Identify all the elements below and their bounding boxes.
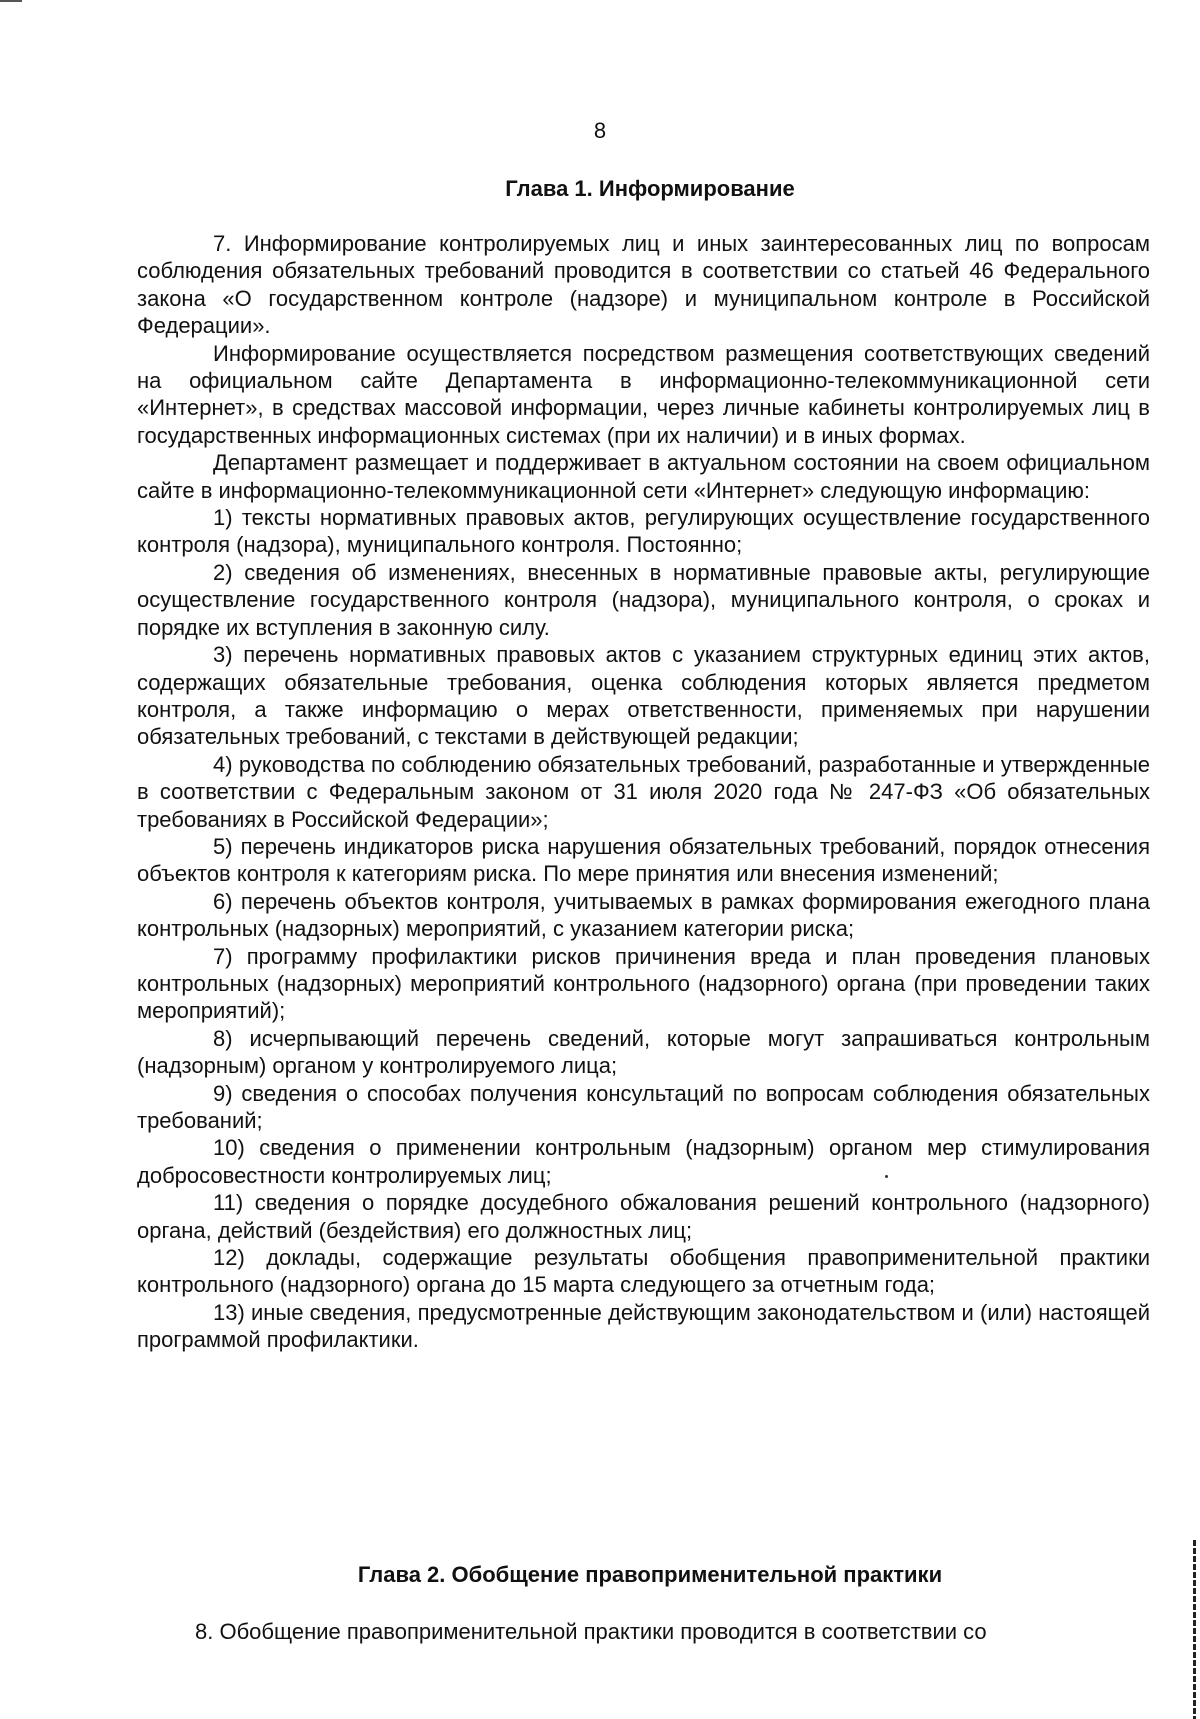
scan-artifact: [0, 0, 22, 2]
list-item: 12) доклады, содержащие результаты обобщения правоприменительной практики контрольного (надзорного) органа до 15 марта следующего за отчетным года;: [137, 1245, 1150, 1298]
list-item: 13) иные сведения, предусмотренные действующим законодательством и (или) настоящей программой профилактики.: [137, 1299, 1150, 1353]
page-number: 8: [593, 118, 607, 143]
list-item: 9) сведения о способах получения консультаций по вопросам соблюдения обязательных требований;: [137, 1080, 1150, 1133]
list-item: 1) тексты нормативных правовых актов, регулирующих осуществление государственного контроля (надзора), муниципального контроля. Постоянно;: [137, 505, 1150, 558]
list-item: 7) программу профилактики рисков причинения вреда и план проведения плановых контрольных (надзорных) мероприятий контрольного (надзорного) органа (при проведении таких мероприятий);: [137, 943, 1150, 1024]
chapter-1-body: [137, 230, 1150, 1354]
scan-artifact: [1193, 1540, 1196, 1719]
list-item: 2) сведения об изменениях, внесенных в нормативные правовые акты, регулирующие осуществление государственного контроля (надзора), муниципального контроля, о сроках и порядке их вступления в законную силу.: [137, 559, 1150, 640]
paragraph: Департамент размещает и поддерживает в актуальном состоянии на своем официальном сайте в информационно-телекоммуникационной сети «Интернет» следующую информацию:: [137, 450, 1150, 503]
paragraph: Информирование осуществляется посредством размещения соответствующих сведений на официальном сайте Департамента в информационно-телекоммуникационной сети «Интернет», в средствах массовой информации, через личные кабинеты контролируемых лиц в государственных информационных системах (при их наличии) и в иных формах.: [137, 340, 1150, 448]
list-item: 4) руководства по соблюдению обязательных требований, разработанные и утвержденные в соответствии с Федеральным законом от 31 июля 2020 года № 247-ФЗ «Об обязательных требованиях в Российской Федерации»;: [137, 751, 1150, 832]
paragraph: 8. Обобщение правоприменительной практики проводится в соответствии со: [195, 1619, 987, 1644]
list-item: 6) перечень объектов контроля, учитываемых в рамках формирования ежегодного плана контрольных (надзорных) мероприятий, с указанием категории риска;: [137, 888, 1150, 942]
list-item: 11) сведения о порядке досудебного обжалования решений контрольного (надзорного) органа, действий (бездействия) его должностных лиц;: [137, 1190, 1150, 1243]
list-item: 10) сведения о применении контрольным (надзорным) органом мер стимулирования добросовестности контролируемых лиц;: [137, 1135, 1150, 1188]
chapter-1-title: Глава 1. Информирование: [505, 176, 795, 201]
list-item: 5) перечень индикаторов риска нарушения обязательных требований, порядок отнесения объектов контроля к категориям риска. По мере принятия или внесения изменений;: [137, 833, 1150, 887]
list-item: 8) исчерпывающий перечень сведений, которые могут запрашиваться контрольным (надзорным) органом у контролируемого лица;: [137, 1025, 1150, 1079]
chapter-2-body: [137, 1618, 1150, 1645]
chapter-2-title: Глава 2. Обобщение правоприменительной практики: [357, 1562, 943, 1587]
scan-artifact: [885, 1175, 888, 1178]
paragraph: 7. Информирование контролируемых лиц и иных заинтересованных лиц по вопросам соблюдения обязательных требований проводится в соответствии со статьей 46 Федерального закона «О государственном контроле (надзоре) и муниципальном контроле в Российской Федерации».: [137, 231, 1150, 339]
list-item: 3) перечень нормативных правовых актов с указанием структурных единиц этих актов, содержащих обязательные требования, оценка соблюдения которых является предметом контроля, а также информацию о мерах ответственности, применяемых при нарушении обязательных требований, с текстами в действующей редакции;: [137, 642, 1150, 750]
